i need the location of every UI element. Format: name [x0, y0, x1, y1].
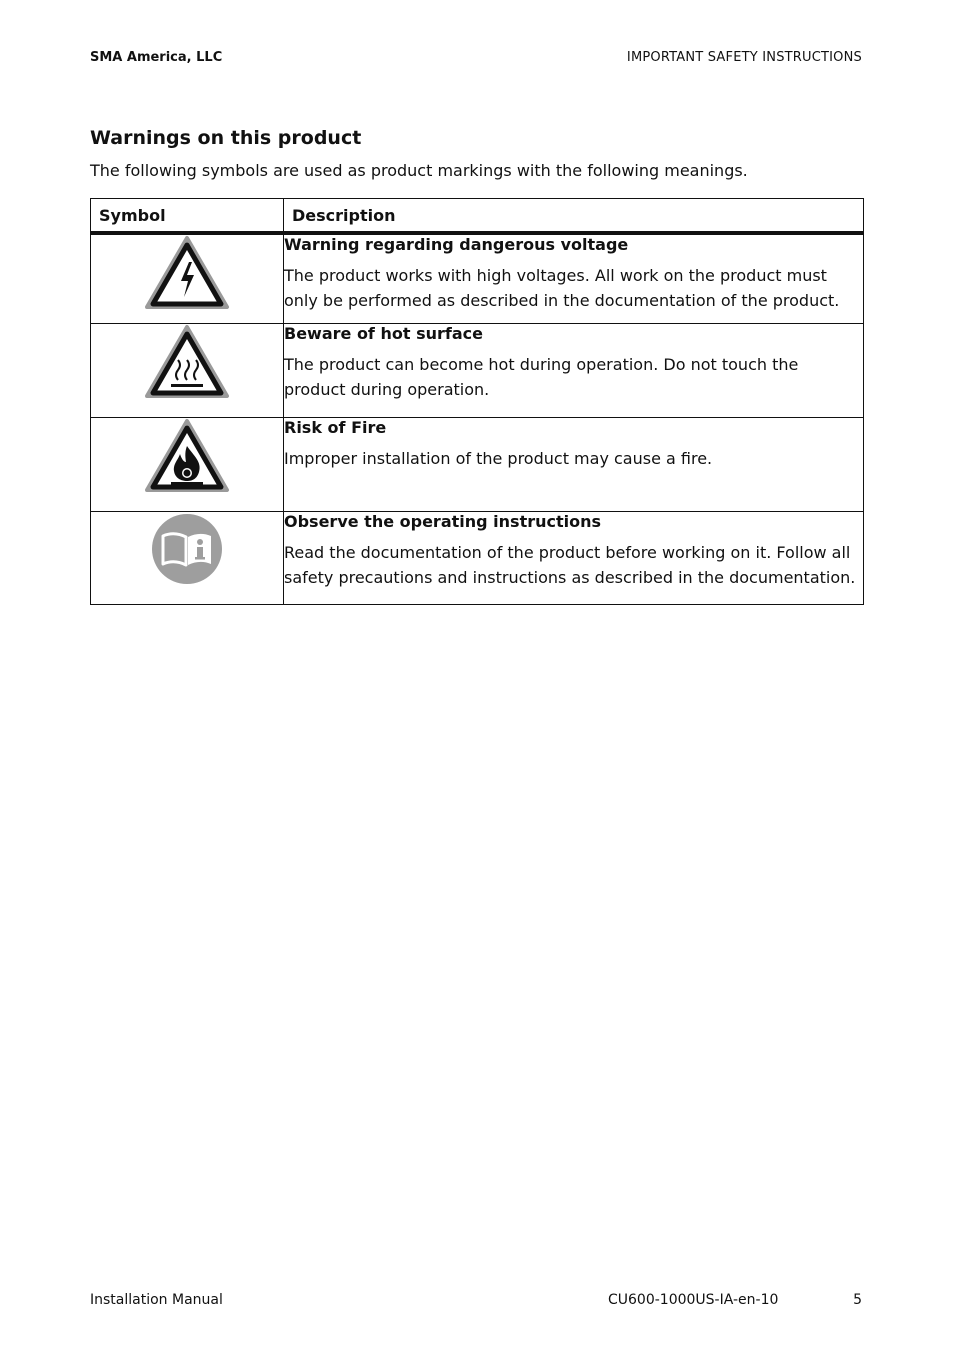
description-cell [284, 418, 864, 512]
footer-document-id: CU600-1000US-IA-en-10 [608, 1292, 779, 1308]
footer-page-number: 5 [853, 1292, 862, 1308]
table-row [91, 512, 864, 605]
description-cell [284, 324, 864, 418]
operating-instructions-icon [150, 512, 224, 586]
warning-title: Beware of hot surface [284, 324, 483, 343]
intro-text: The following symbols are used as product markings with the following meanings. [90, 161, 748, 180]
fire-warning-icon [144, 418, 230, 494]
header-section: IMPORTANT SAFETY INSTRUCTIONS [626, 50, 862, 65]
symbol-cell [91, 324, 284, 418]
warning-title: Warning regarding dangerous voltage [284, 235, 629, 254]
footer-manual-name: Installation Manual [90, 1292, 223, 1308]
hot-surface-warning-icon [144, 324, 230, 400]
column-header-symbol: Symbol [91, 199, 284, 234]
warning-text: The product works with high voltages. All work on the product must only be performed as described in the documentation of the product. [284, 266, 840, 310]
table-row [91, 233, 864, 324]
warning-title: Risk of Fire [284, 418, 387, 437]
warning-text: Read the documentation of the product before working on it. Follow all safety precautions and instructions as described in the documentation. [284, 543, 856, 587]
symbols-table [90, 198, 864, 605]
symbol-cell [91, 418, 284, 512]
page-title: Warnings on this product [90, 127, 362, 149]
table-row [91, 324, 864, 418]
warning-text: The product can become hot during operation. Do not touch the product during operation. [284, 355, 799, 399]
table-row [91, 418, 864, 512]
warning-title: Observe the operating instructions [284, 512, 602, 531]
symbol-cell [91, 233, 284, 324]
symbol-cell [91, 512, 284, 605]
high-voltage-warning-icon [144, 235, 230, 311]
description-cell [284, 233, 864, 324]
column-header-description: Description [284, 199, 864, 234]
description-cell [284, 512, 864, 605]
warning-text: Improper installation of the product may cause a fire. [284, 449, 713, 468]
header-company: SMA America, LLC [90, 50, 223, 65]
table-header-row [91, 199, 864, 234]
